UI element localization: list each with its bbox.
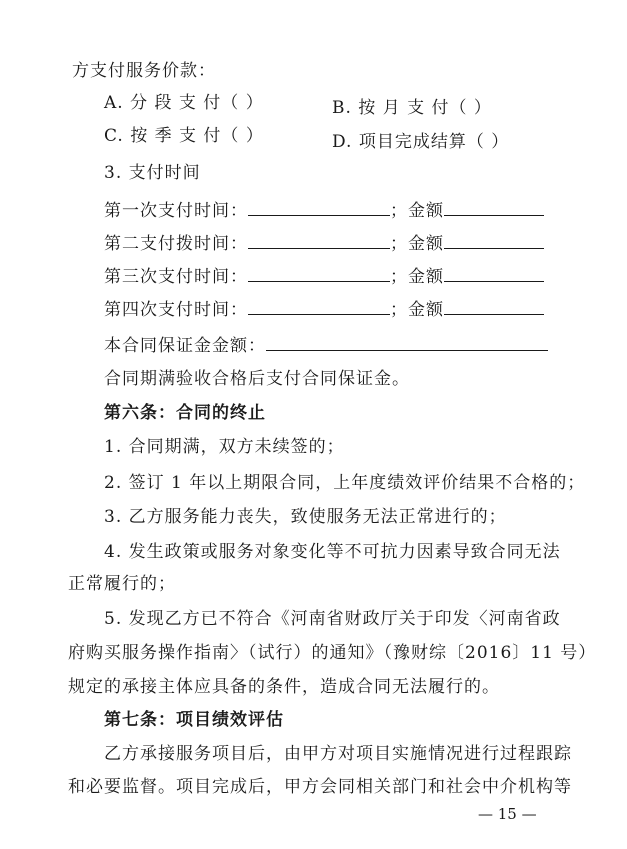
- option-d: D. 项目完成结算（ ）: [332, 132, 510, 152]
- date-blank: [248, 199, 390, 216]
- article-6-item-5-cont: 规定的承接主体应具备的条件，造成合同无法履行的。: [68, 677, 500, 697]
- payment-label: 第一次支付时间：: [104, 201, 248, 221]
- page-number: — 15 —: [478, 805, 537, 823]
- payment-row-4: [104, 298, 544, 321]
- text-line: 方支付服务价款：: [72, 61, 216, 81]
- option-c: C. 按 季 支 付（ ）: [104, 126, 264, 146]
- amount-label: ；金额: [390, 201, 444, 221]
- article-6-item-5-cont: 府购买服务操作指南〉（试行）的通知》（豫财综〔2016〕11 号）: [68, 643, 597, 663]
- deposit-label: 本合同保证金金额：: [104, 336, 266, 356]
- payment-row-2: [104, 232, 544, 255]
- article-6-item-2: 2. 签订 1 年以上期限合同，上年度绩效评价结果不合格的；: [104, 473, 586, 493]
- deposit-blank: [266, 334, 548, 351]
- pay-time-heading: 3. 支付时间: [104, 163, 201, 183]
- payment-label: 第四次支付时间：: [104, 300, 248, 320]
- amount-blank: [444, 298, 544, 315]
- date-blank: [248, 232, 390, 249]
- option-a: A. 分 段 支 付（ ）: [104, 93, 264, 113]
- amount-blank: [444, 232, 544, 249]
- amount-label: ；金额: [390, 267, 444, 287]
- article-6-item-4-cont: 正常履行的；: [68, 574, 176, 594]
- option-b: B. 按 月 支 付（ ）: [332, 98, 492, 118]
- payment-row-1: [104, 199, 544, 222]
- amount-label: ；金额: [390, 300, 444, 320]
- article-7-para: 乙方承接服务项目后，由甲方对项目实施情况进行过程跟踪: [104, 744, 572, 764]
- date-blank: [248, 265, 390, 282]
- article-6-item-4: 4. 发生政策或服务对象变化等不可抗力因素导致合同无法: [104, 542, 561, 562]
- payment-label: 第三次支付时间：: [104, 267, 248, 287]
- article-7-title: 第七条：项目绩效评估: [104, 710, 284, 730]
- article-6-title: 第六条：合同的终止: [104, 403, 266, 423]
- article-7-para-cont: 和必要监督。项目完成后，甲方会同相关部门和社会中介机构等: [68, 777, 572, 797]
- date-blank: [248, 298, 390, 315]
- deposit-row: [104, 334, 548, 357]
- article-6-item-5: 5. 发现乙方已不符合《河南省财政厅关于印发〈河南省政: [104, 609, 561, 629]
- deposit-note: 合同期满验收合格后支付合同保证金。: [104, 369, 410, 389]
- payment-row-3: [104, 265, 544, 288]
- article-6-item-1: 1. 合同期满，双方未续签的；: [104, 437, 345, 457]
- payment-label: 第二支付拨时间：: [104, 234, 248, 254]
- amount-label: ；金额: [390, 234, 444, 254]
- amount-blank: [444, 199, 544, 216]
- article-6-item-3: 3. 乙方服务能力丧失，致使服务无法正常进行的；: [104, 507, 507, 527]
- amount-blank: [444, 265, 544, 282]
